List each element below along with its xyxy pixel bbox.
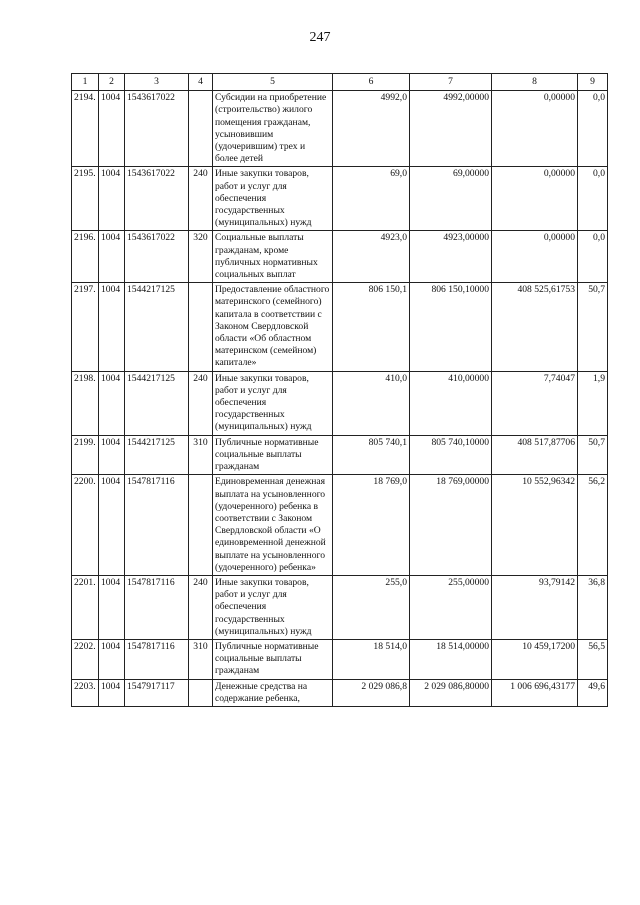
target-article-code: 1547817116 [125, 475, 189, 576]
row-number: 2198. [72, 371, 99, 435]
execution-percent: 50,7 [578, 283, 608, 371]
column-header-9: 9 [578, 74, 608, 91]
approved-amount: 4923,00000 [410, 231, 492, 283]
executed-amount: 408 525,61753 [492, 283, 578, 371]
executed-amount: 1 006 696,43177 [492, 679, 578, 706]
table-row [72, 435, 608, 475]
plan-amount: 18 514,0 [333, 639, 410, 679]
executed-amount: 0,00000 [492, 91, 578, 167]
expense-name: Иные закупки товаров, работ и услуг для обеспечения государственных (муниципальных) нужд [213, 575, 333, 639]
expense-name: Иные закупки товаров, работ и услуг для обеспечения государственных (муниципальных) нужд [213, 371, 333, 435]
target-article-code: 1547917117 [125, 679, 189, 706]
executed-amount: 10 459,17200 [492, 639, 578, 679]
approved-amount: 805 740,10000 [410, 435, 492, 475]
target-article-code: 1544217125 [125, 283, 189, 371]
table-row [72, 639, 608, 679]
execution-percent: 56,2 [578, 475, 608, 576]
budget-table [71, 73, 608, 707]
row-number: 2197. [72, 283, 99, 371]
approved-amount: 255,00000 [410, 575, 492, 639]
table-row [72, 371, 608, 435]
column-header-1: 1 [72, 74, 99, 91]
approved-amount: 69,00000 [410, 167, 492, 231]
table-row [72, 575, 608, 639]
column-header-6: 6 [333, 74, 410, 91]
section-code: 1004 [99, 475, 125, 576]
row-number: 2202. [72, 639, 99, 679]
approved-amount: 410,00000 [410, 371, 492, 435]
expense-type-code: 240 [189, 167, 213, 231]
row-number: 2199. [72, 435, 99, 475]
table-row [72, 679, 608, 706]
execution-percent: 0,0 [578, 231, 608, 283]
header-row [72, 74, 608, 91]
plan-amount: 805 740,1 [333, 435, 410, 475]
column-header-2: 2 [99, 74, 125, 91]
row-number: 2200. [72, 475, 99, 576]
approved-amount: 2 029 086,80000 [410, 679, 492, 706]
target-article-code: 1547817116 [125, 575, 189, 639]
executed-amount: 7,74047 [492, 371, 578, 435]
section-code: 1004 [99, 575, 125, 639]
expense-name: Предоставление областного материнского (семейного) капитала в соответствии с Законом Свердловской области «Об областном материнском (семейном) капитале» [213, 283, 333, 371]
table-row [72, 475, 608, 576]
expense-type-code: 310 [189, 639, 213, 679]
row-number: 2201. [72, 575, 99, 639]
column-header-4: 4 [189, 74, 213, 91]
executed-amount: 10 552,96342 [492, 475, 578, 576]
plan-amount: 255,0 [333, 575, 410, 639]
expense-name: Единовременная денежная выплата на усыновленного (удочеренного) ребенка в соответствии с Законом Свердловской области «О единовременной денежной выплате на усыновленного (удочеренного) ребенка» [213, 475, 333, 576]
executed-amount: 0,00000 [492, 231, 578, 283]
table-row [72, 91, 608, 167]
target-article-code: 1544217125 [125, 371, 189, 435]
expense-type-code: 240 [189, 575, 213, 639]
row-number: 2195. [72, 167, 99, 231]
table-row [72, 167, 608, 231]
expense-type-code [189, 679, 213, 706]
section-code: 1004 [99, 435, 125, 475]
column-header-5: 5 [213, 74, 333, 91]
executed-amount: 408 517,87706 [492, 435, 578, 475]
section-code: 1004 [99, 679, 125, 706]
section-code: 1004 [99, 91, 125, 167]
expense-name: Субсидии на приобретение (строительство) жилого помещения гражданам, усыновившим (удочерившим) трех и более детей [213, 91, 333, 167]
plan-amount: 69,0 [333, 167, 410, 231]
target-article-code: 1543617022 [125, 231, 189, 283]
plan-amount: 18 769,0 [333, 475, 410, 576]
expense-type-code: 310 [189, 435, 213, 475]
approved-amount: 18 769,00000 [410, 475, 492, 576]
expense-type-code [189, 91, 213, 167]
page-number: 247 [309, 30, 331, 45]
executed-amount: 0,00000 [492, 167, 578, 231]
target-article-code: 1543617022 [125, 167, 189, 231]
expense-name: Иные закупки товаров, работ и услуг для обеспечения государственных (муниципальных) нужд [213, 167, 333, 231]
table-row [72, 231, 608, 283]
execution-percent: 50,7 [578, 435, 608, 475]
table-row [72, 283, 608, 371]
execution-percent: 49,6 [578, 679, 608, 706]
column-header-3: 3 [125, 74, 189, 91]
row-number: 2203. [72, 679, 99, 706]
executed-amount: 93,79142 [492, 575, 578, 639]
expense-type-code [189, 283, 213, 371]
row-number: 2196. [72, 231, 99, 283]
plan-amount: 4923,0 [333, 231, 410, 283]
plan-amount: 410,0 [333, 371, 410, 435]
plan-amount: 806 150,1 [333, 283, 410, 371]
approved-amount: 4992,00000 [410, 91, 492, 167]
column-header-7: 7 [410, 74, 492, 91]
column-header-8: 8 [492, 74, 578, 91]
execution-percent: 56,5 [578, 639, 608, 679]
target-article-code: 1544217125 [125, 435, 189, 475]
row-number: 2194. [72, 91, 99, 167]
target-article-code: 1547817116 [125, 639, 189, 679]
section-code: 1004 [99, 231, 125, 283]
section-code: 1004 [99, 371, 125, 435]
approved-amount: 18 514,00000 [410, 639, 492, 679]
execution-percent: 0,0 [578, 91, 608, 167]
plan-amount: 2 029 086,8 [333, 679, 410, 706]
expense-name: Социальные выплаты гражданам, кроме публичных нормативных социальных выплат [213, 231, 333, 283]
expense-type-code [189, 475, 213, 576]
plan-amount: 4992,0 [333, 91, 410, 167]
target-article-code: 1543617022 [125, 91, 189, 167]
execution-percent: 0,0 [578, 167, 608, 231]
expense-name: Публичные нормативные социальные выплаты гражданам [213, 639, 333, 679]
section-code: 1004 [99, 167, 125, 231]
expense-name: Публичные нормативные социальные выплаты гражданам [213, 435, 333, 475]
expense-type-code: 240 [189, 371, 213, 435]
execution-percent: 1,9 [578, 371, 608, 435]
execution-percent: 36,8 [578, 575, 608, 639]
section-code: 1004 [99, 283, 125, 371]
approved-amount: 806 150,10000 [410, 283, 492, 371]
section-code: 1004 [99, 639, 125, 679]
expense-name: Денежные средства на содержание ребенка, [213, 679, 333, 706]
expense-type-code: 320 [189, 231, 213, 283]
table-body [72, 91, 608, 707]
